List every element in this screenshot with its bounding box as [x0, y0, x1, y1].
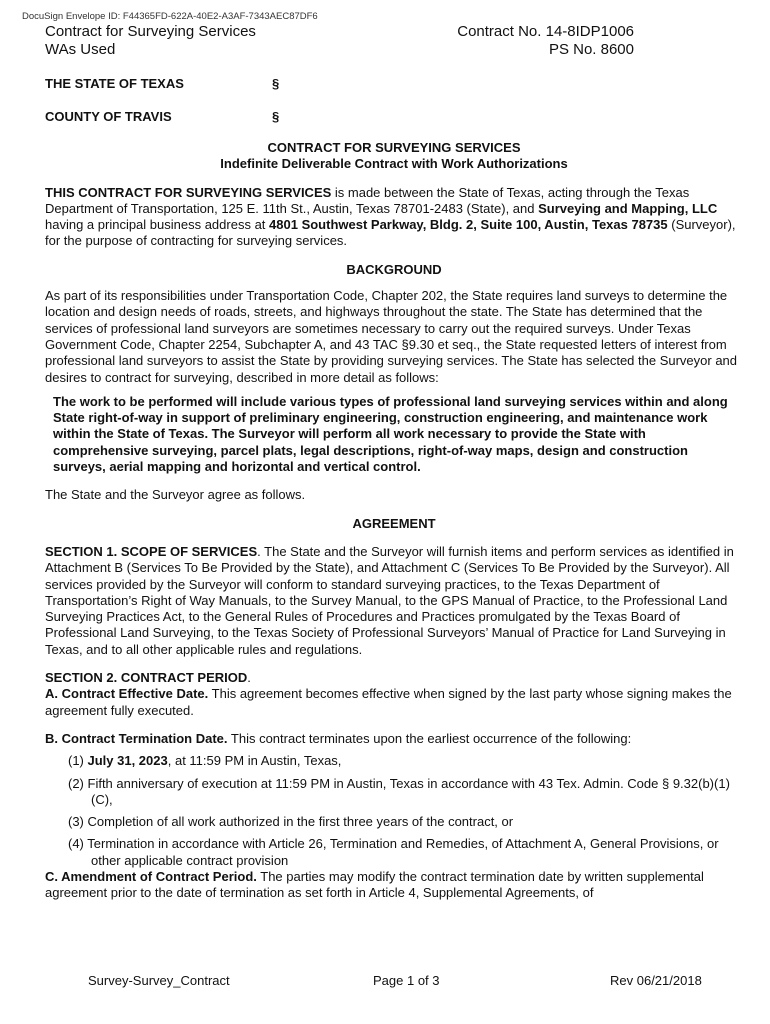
header-contract-number: Contract No. 14-8IDP1006: [457, 23, 634, 40]
background-heading: BACKGROUND: [346, 261, 442, 277]
section2-b-heading: B. Contract Termination Date.: [45, 730, 228, 746]
list-item-number: (3): [68, 814, 88, 830]
intro-bold-1: THIS CONTRACT FOR SURVEYING SERVICES: [45, 184, 332, 200]
contract-subtitle: Indefinite Deliverable Contract with Work Authorizations: [220, 156, 568, 172]
agree-paragraph: The State and the Surveyor agree as follows.: [45, 487, 306, 503]
document-body: [45, 140, 743, 902]
section2-dot: .: [247, 670, 251, 686]
list-item-text: Fifth anniversary of execution at 11:59 PM in Austin, Texas in accordance with 43 Tex. Admin. Code § 9.32(b)(1)(C),: [87, 775, 730, 807]
list-item-number: (1): [68, 753, 88, 769]
list-item: [68, 753, 743, 769]
section1-paragraph: [45, 544, 743, 658]
agreement-heading: AGREEMENT: [352, 515, 436, 531]
county-label: COUNTY OF TRAVIS: [45, 109, 172, 124]
list-item: [68, 776, 743, 809]
list-item: [68, 836, 743, 869]
list-item-text: Completion of all work authorized in the first three years of the contract, or: [87, 814, 514, 830]
contract-title: CONTRACT FOR SURVEYING SERVICES: [267, 140, 521, 155]
section2-c-paragraph: [45, 869, 743, 902]
footer-revision: Rev 06/21/2018: [610, 973, 702, 988]
list-item-text: Termination in accordance with Article 26, Termination and Remedies, of Attachment A, General Provisions, or other applicable contract provision: [87, 836, 719, 868]
header-contract-type: Contract for Surveying Services: [45, 23, 256, 40]
intro-paragraph: [45, 185, 743, 250]
list-item: [68, 814, 743, 830]
footer-page-number: Page 1 of 3: [373, 973, 440, 988]
surveyor-name: Surveying and Mapping, LLC: [538, 200, 718, 216]
section2-heading: SECTION 2. CONTRACT PERIOD: [45, 670, 248, 686]
list-item-number: (4): [68, 836, 88, 852]
section2-b-text: This contract terminates upon the earliest occurrence of the following:: [227, 730, 632, 746]
state-label: THE STATE OF TEXAS: [45, 76, 184, 91]
intro-text-2: having a principal business address at: [45, 217, 270, 233]
section2-a-heading: A. Contract Effective Date.: [45, 686, 209, 702]
header-left: [45, 23, 256, 59]
section1-heading: SECTION 1. SCOPE OF SERVICES: [45, 543, 258, 559]
docusign-envelope-id: DocuSign Envelope ID: F44365FD-622A-40E2-A3AF-7343AEC87DF6: [22, 11, 318, 22]
section2-b-paragraph: [45, 731, 743, 747]
surveyor-address: 4801 Southwest Parkway, Bldg. 2, Suite 100, Austin, Texas 78735: [269, 217, 668, 233]
scope-of-work-paragraph: The work to be performed will include various types of professional land surveying services within and along State right-of-way in support of preliminary engineering, construction engineering, and maintenance work within the State of Texas. The Surveyor will perform all work necessary to provide the State with comprehensive surveying, parcel plats, legal descriptions, right-of-way maps, design and construction surveys, aerial mapping and horizontal and vertical control.: [53, 393, 728, 475]
section2-a-text: This agreement becomes effective when signed by the last party whose signing makes the agreement fully executed.: [45, 686, 732, 718]
county-section-symbol: §: [272, 109, 280, 124]
section2-c-heading: C. Amendment of Contract Period.: [45, 868, 257, 884]
header-right: [457, 23, 634, 59]
section2-a-paragraph: [45, 686, 743, 719]
background-paragraph: As part of its responsibilities under Transportation Code, Chapter 202, the State requires land surveys to determine the location and design needs of roads, streets, and highways throughout the state. The State has determined that the services of professional land surveyors are sometimes necessary to carry out the required surveys. Under Texas Government Code, Chapter 2254, Subchapter A, and 43 TAC §9.30 et seq., the State requested letters of interest from professional land surveyors to assist the State by providing surveying services. The State has selected the Surveyor and desires to contract for surveying, described in more detail as follows:: [45, 288, 738, 385]
section1-text: . The State and the Surveyor will furnish items and perform services as identified in Attachment B (Services To Be Provided by the State), and Attachment C (Services To Be Provided by the Surveyor). All services provided by the Surveyor will conform to standard surveying practices, to the Texas Department of Transportation’s Right of Way Manuals, to the Survey Manual, to the GPS Manual of Practice, to the Professional Land Surveying Practices Act, to the General Rules of Procedures and Practices promulgated by the Texas Board of Professional Land Surveying, to the Texas Society of Professional Surveyors’ Manual of Practice for Land Surveying in Texas, and to all other applicable rules and regulations.: [45, 543, 734, 657]
list-item-number: (2): [68, 775, 88, 791]
intro-text-1: is made between the State of Texas, acting through the Texas Department of Transportation, 125 E. 11th St., Austin, Texas 78701-2483 (State), and: [45, 184, 690, 216]
list-item-bold: July 31, 2023: [87, 753, 168, 769]
list-item-text: , at 11:59 PM in Austin, Texas,: [167, 753, 342, 769]
section2-c-text: The parties may modify the contract termination date by written supplemental agreement prior to the date of termination as set forth in Article 4, Supplemental Agreements, of: [45, 868, 704, 901]
intro-text-3: (Surveyor), for the purpose of contracting for surveying services.: [45, 217, 736, 249]
header-was-used: WAs Used: [45, 41, 116, 58]
state-section-symbol: §: [272, 76, 280, 91]
footer-document-name: Survey-Survey_Contract: [88, 973, 230, 988]
header-ps-number: PS No. 8600: [548, 41, 634, 58]
section2-heading-line: [45, 670, 743, 686]
